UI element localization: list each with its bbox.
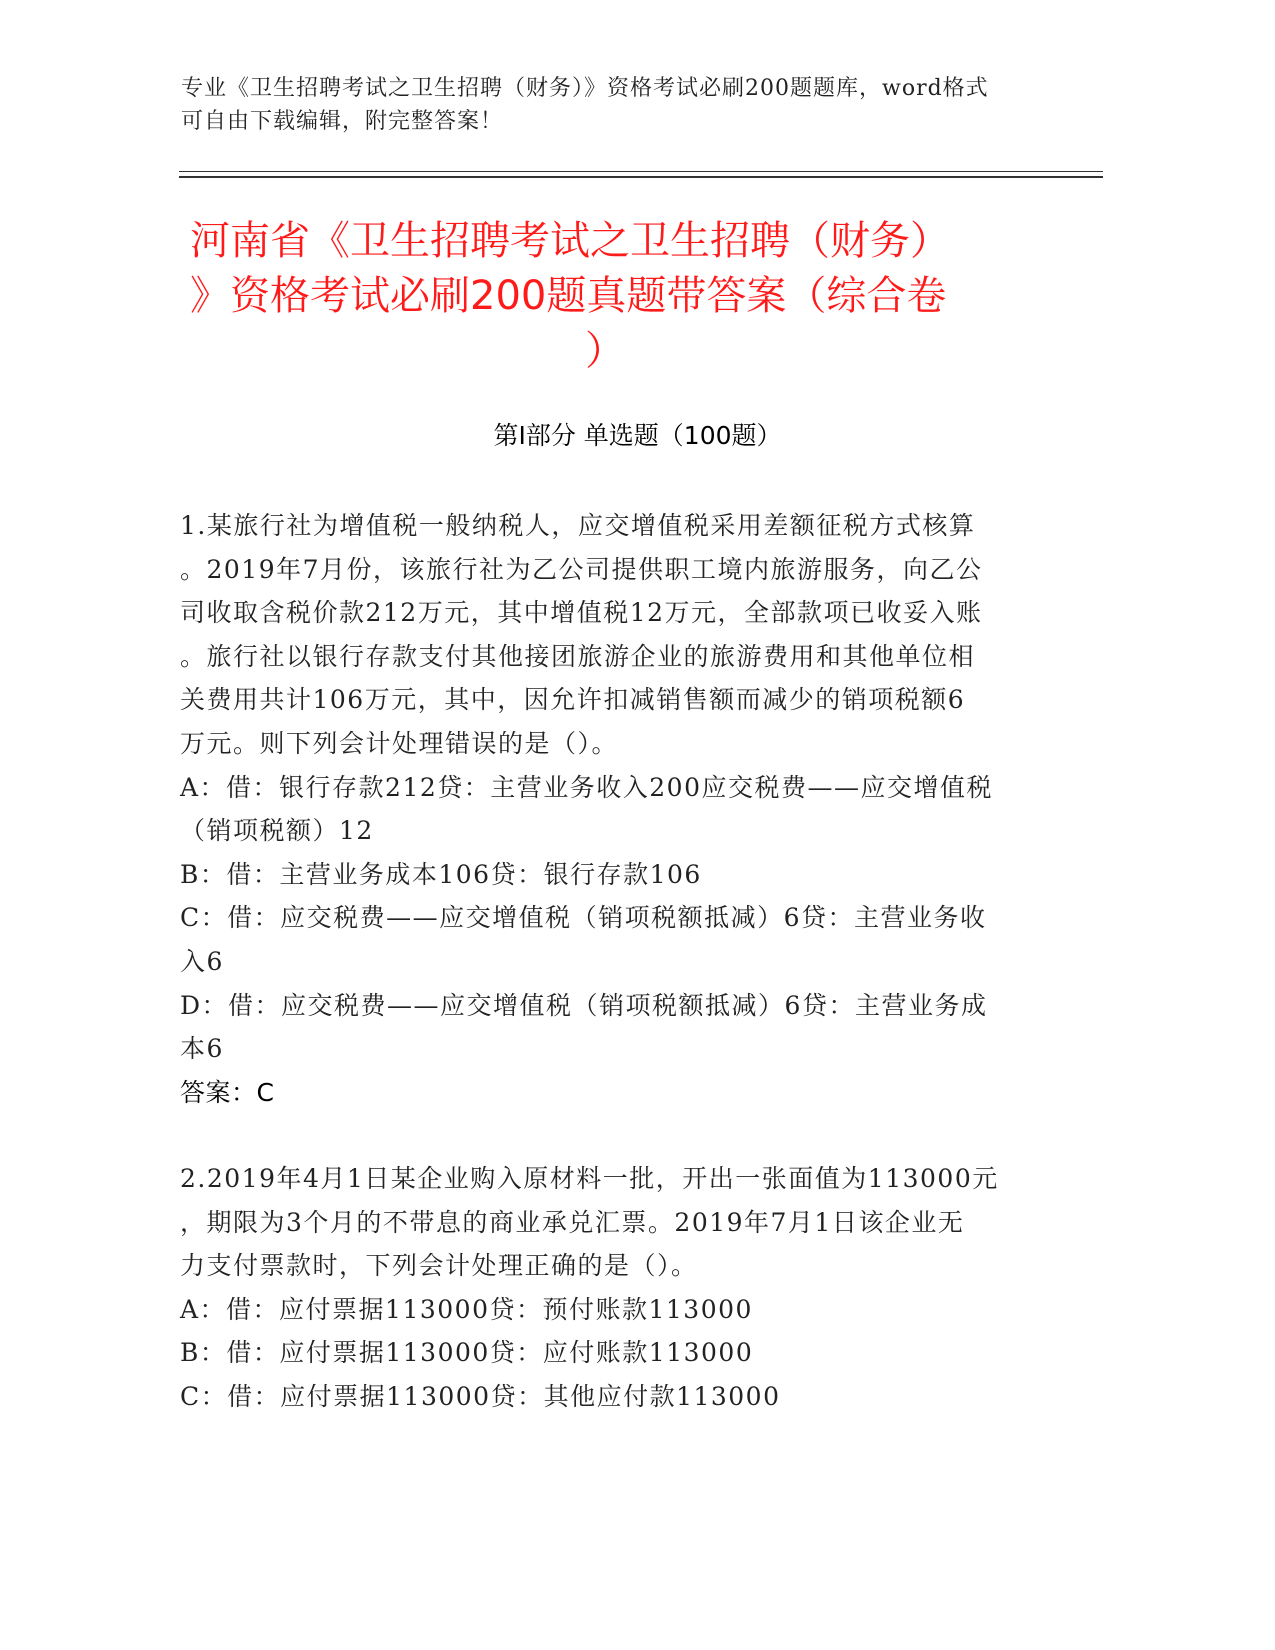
- header-divider-thick: [179, 176, 1103, 178]
- option-d: [180, 984, 1060, 1071]
- option-line: C：借：应交税费——应交增值税（销项税额抵减）6贷：主营业务收: [180, 903, 987, 933]
- header-note-line: 可自由下载编辑，附完整答案！: [181, 109, 504, 134]
- question-stem-line: 。旅行社以银行存款支付其他接团旅游企业的旅游费用和其他单位相: [180, 641, 976, 671]
- option-c: [180, 896, 1060, 983]
- option-line: D：借：应交税费——应交增值税（销项税额抵减）6贷：主营业务成: [180, 990, 988, 1020]
- option-line: A：借：应付票据113000贷：预付账款113000: [180, 1294, 753, 1324]
- option-line: C：借：应付票据113000贷：其他应付款113000: [180, 1381, 781, 1411]
- question-stem-line: 力支付票款时，下列会计处理正确的是（）。: [180, 1251, 698, 1281]
- title-line: ）: [585, 328, 625, 374]
- header-note: [181, 72, 1041, 138]
- option-line: 入6: [180, 946, 224, 976]
- question-1: [180, 504, 1060, 1114]
- option-a: [180, 766, 1060, 853]
- question-stem-line: 2.2019年4月1日某企业购入原材料一批，开出一张面值为113000元: [180, 1164, 999, 1193]
- document-title: [190, 214, 1090, 379]
- option-line: B：借：应付票据113000贷：应付账款113000: [180, 1338, 754, 1368]
- question-stem-line: 1.某旅行社为增值税一般纳税人，应交增值税采用差额征税方式核算: [180, 511, 976, 540]
- option-line: B：借：主营业务成本106贷：银行存款106: [180, 859, 702, 889]
- option-c: [180, 1375, 1060, 1419]
- header-note-line: 专业《卫生招聘考试之卫生招聘（财务）》资格考试必刷200题题库，word格式: [181, 76, 989, 101]
- question-2: [180, 1157, 1060, 1419]
- option-b: [180, 1331, 1060, 1375]
- answer-line: 答案：C: [180, 1077, 275, 1107]
- option-line: （销项税额）12: [180, 816, 374, 846]
- question-stem-line: 关费用共计106万元，其中，因允许扣减销售额而减少的销项税额6: [180, 685, 966, 715]
- question-stem-line: ，期限为3个月的不带息的商业承兑汇票。2019年7月1日该企业无: [180, 1207, 965, 1237]
- option-line: A：借：银行存款212贷：主营业务收入200应交税费——应交增值税: [180, 772, 993, 802]
- title-line: 》资格考试必刷200题真题带答案（综合卷: [190, 273, 947, 319]
- question-stem-line: 。2019年7月份，该旅行社为乙公司提供职工境内旅游服务，向乙公: [180, 554, 983, 584]
- question-stem-line: 万元。则下列会计处理错误的是（）。: [180, 728, 619, 758]
- title-line: 河南省《卫生招聘考试之卫生招聘（财务）: [190, 218, 950, 264]
- option-b: [180, 853, 1060, 897]
- option-line: 本6: [180, 1034, 224, 1064]
- header-divider-thin: [179, 171, 1103, 172]
- section-heading: 第I部分 单选题（100题）: [493, 421, 782, 450]
- question-stem-line: 司收取含税价款212万元，其中增值税12万元，全部款项已收妥入账: [180, 598, 983, 628]
- option-a: [180, 1288, 1060, 1332]
